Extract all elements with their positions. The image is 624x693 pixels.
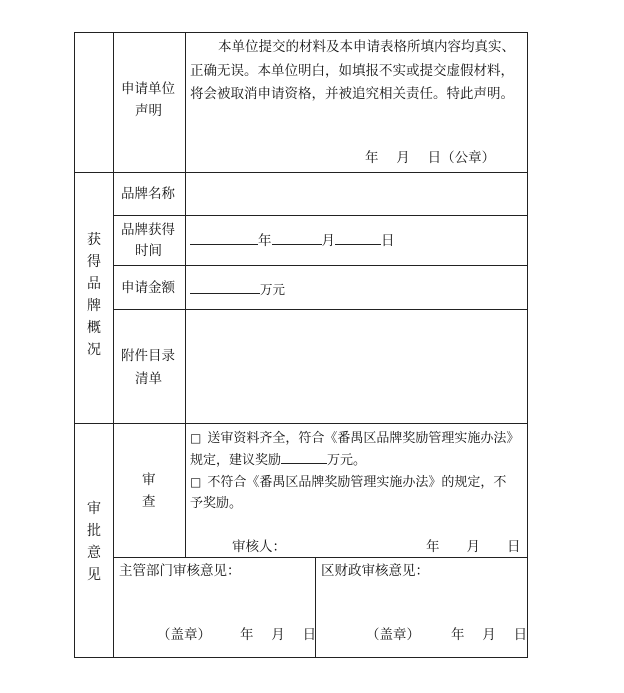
year-blank[interactable] xyxy=(190,230,258,245)
dept-opinion-label: 主管部门审核意见： xyxy=(119,563,241,579)
day-label: 日 xyxy=(381,233,395,249)
declaration-date-seal: 年 月 日（公章） xyxy=(365,150,496,166)
month-label: 月 xyxy=(321,233,335,249)
option1-text: 送审资料齐全，符合《番禺区品牌奖励管理实施办法》 xyxy=(207,431,520,446)
option1-text-b: 万元。 xyxy=(327,453,367,468)
option1-line2 xyxy=(190,449,366,472)
reviewer-label: 审核人： xyxy=(232,539,286,555)
option1-checkbox[interactable]: □ xyxy=(190,431,202,445)
attachments-field[interactable] xyxy=(186,310,527,423)
approval-title-char: 批 xyxy=(87,523,101,539)
finance-date: 年 月 日 xyxy=(451,627,528,643)
finance-opinion-label: 区财政审核意见： xyxy=(321,563,429,579)
option2-checkbox[interactable]: □ xyxy=(190,475,202,489)
attachments-label-line1: 附件目录 xyxy=(121,348,175,364)
month-blank[interactable] xyxy=(272,230,322,245)
option2-line1 xyxy=(190,471,506,494)
approval-title-char: 审 xyxy=(87,501,101,517)
reviewer-date: 年 月 日 xyxy=(426,539,521,555)
brand-title-char: 品 xyxy=(87,276,101,292)
review-label-line2: 查 xyxy=(142,494,156,510)
brand-title-char: 况 xyxy=(87,342,101,358)
table-left-border xyxy=(74,32,75,658)
declaration-text-line1: 本单位提交的材料及本申请表格所填内容均真实、 xyxy=(218,39,515,55)
amount-label: 申请金额 xyxy=(121,280,175,296)
day-blank[interactable] xyxy=(335,230,381,245)
col-divider-content xyxy=(185,32,186,557)
row-divider-obtain-time xyxy=(113,265,528,266)
option2-text: 不符合《番禺区品牌奖励管理实施办法》的规定，不 xyxy=(207,475,507,490)
table-right-border xyxy=(527,32,528,658)
amount-field[interactable] xyxy=(190,279,285,301)
option2-line2: 予奖励。 xyxy=(190,496,243,511)
obtain-time-label-line1: 品牌获得 xyxy=(121,222,175,238)
brand-name-label: 品牌名称 xyxy=(121,186,175,202)
row-divider-brand-name xyxy=(113,215,528,216)
dept-date: 年 月 日 xyxy=(240,627,317,643)
amount-unit: 万元 xyxy=(260,282,286,297)
approval-title-char: 意 xyxy=(87,545,101,561)
year-label: 年 xyxy=(258,233,272,249)
brand-title-char: 概 xyxy=(87,320,101,336)
declaration-text-line2: 正确无误。本单位明白，如填报不实或提交虚假材料， xyxy=(190,63,514,79)
approval-section-title xyxy=(84,498,104,586)
brand-title-char: 获 xyxy=(87,232,101,248)
obtain-time-field[interactable] xyxy=(190,230,395,252)
amount-blank[interactable] xyxy=(190,279,260,294)
brand-name-field[interactable] xyxy=(186,173,527,215)
declaration-label-line2: 声明 xyxy=(135,103,162,119)
col-divider-label xyxy=(113,32,114,658)
reward-amount-blank[interactable] xyxy=(281,449,327,464)
finance-seal: （盖章） xyxy=(366,627,420,643)
brand-section-title xyxy=(84,229,104,361)
dept-seal: （盖章） xyxy=(157,627,211,643)
brand-title-char: 牌 xyxy=(87,298,101,314)
brand-title-char: 得 xyxy=(87,254,101,270)
obtain-time-label-line2: 时间 xyxy=(135,243,162,259)
table-top-border xyxy=(74,32,528,33)
approval-title-char: 见 xyxy=(87,567,101,583)
declaration-label-line1: 申请单位 xyxy=(121,81,175,97)
option1-line1 xyxy=(190,427,519,450)
table-bottom-border xyxy=(74,657,528,658)
review-label-line1: 审 xyxy=(142,472,156,488)
declaration-text-line3: 将会被取消申请资格，并被追究相关责任。特此声明。 xyxy=(190,86,514,102)
attachments-label-line2: 清单 xyxy=(135,371,162,387)
option1-text-a: 规定，建议奖励 xyxy=(190,453,282,468)
row-divider-brand-section xyxy=(74,423,528,424)
